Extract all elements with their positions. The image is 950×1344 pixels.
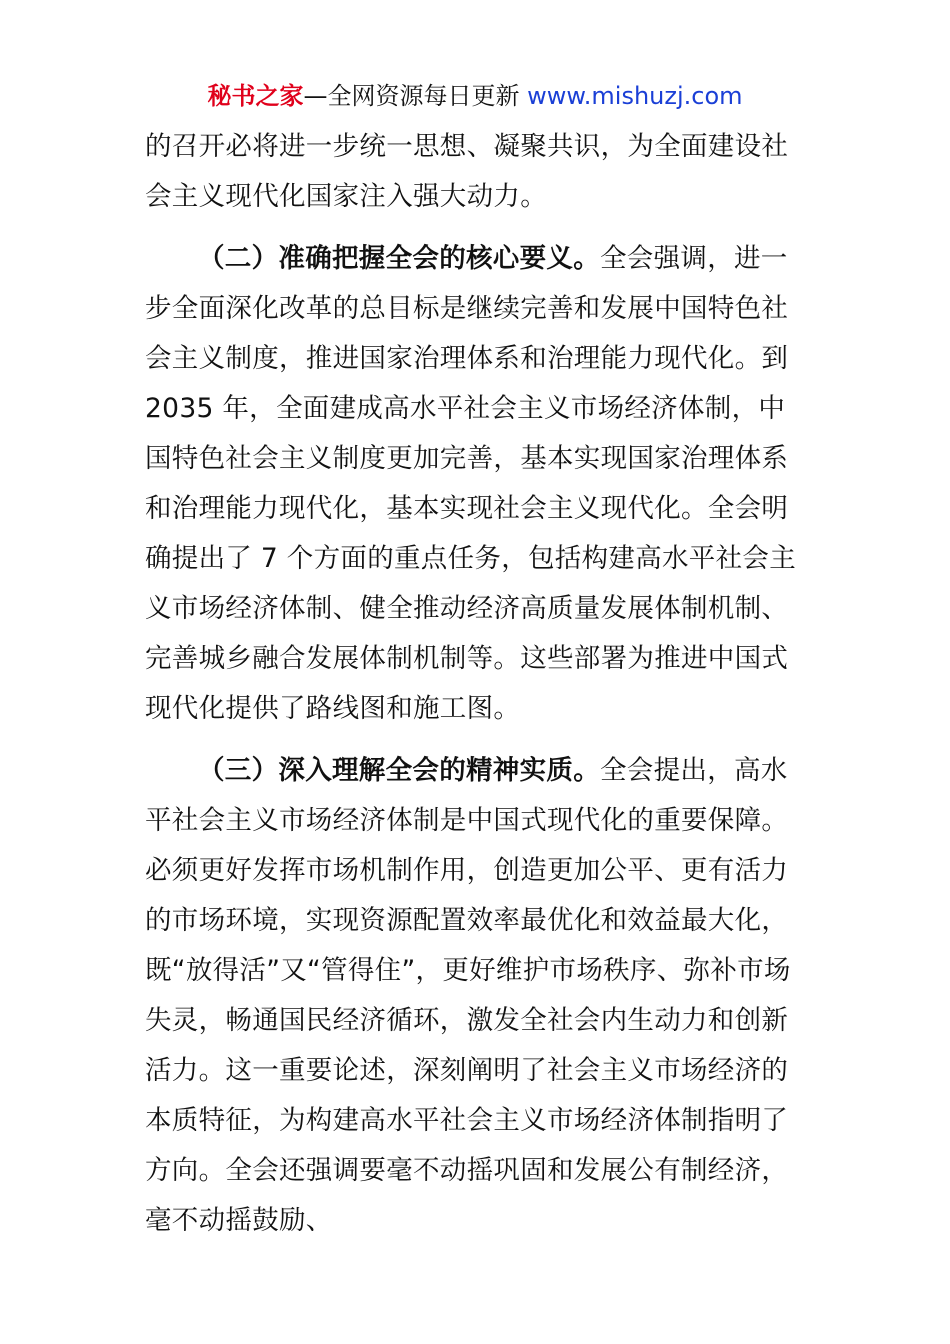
site-tagline: —全网资源每日更新: [303, 82, 528, 110]
site-brand: 秘书之家: [207, 82, 304, 110]
paragraph-text: 的召开必将进一步统一思想、凝聚共识，为全面建设社会主义现代化国家注入强大动力。: [145, 131, 789, 212]
paragraph-continuation: [145, 122, 810, 222]
paragraph-text: 全会强调，进一步全面深化改革的总目标是继续完善和发展中国特色社会主义制度，推进国家治理体系和治理能力现代化。到 2035 年，全面建成高水平社会主义市场经济体制，中国特色社会主义制度更加完善，基本实现国家治理体系和治理能力现代化，基本实现社会主义现代化。全会明确提出了 7 个方面的重点任务，包括构建高水平社会主义市场经济体制、健全推动经济高质量发展体制机制、完善城乡融合发展体制机制等。这些部署为推进中国式现代化提供了路线图和施工图。: [145, 243, 797, 724]
section-heading: （三）深入理解全会的精神实质。: [198, 755, 600, 786]
paragraph-section-3: [145, 746, 810, 1246]
site-header: [0, 80, 950, 112]
document-body: [145, 122, 810, 1246]
site-url-link[interactable]: www.mishuzj.com: [527, 82, 743, 110]
paragraph-section-2: [145, 234, 810, 734]
section-heading: （二）准确把握全会的核心要义。: [198, 243, 600, 274]
paragraph-text: 全会提出，高水平社会主义市场经济体制是中国式现代化的重要保障。必须更好发挥市场机制作用，创造更加公平、更有活力的市场环境，实现资源配置效率最优化和效益最大化，既“放得活”又“管得住”，更好维护市场秩序、弥补市场失灵，畅通国民经济循环，激发全社会内生动力和创新活力。这一重要论述，深刻阐明了社会主义市场经济的本质特征，为构建高水平社会主义市场经济体制指明了方向。全会还强调要毫不动摇巩固和发展公有制经济，毫不动摇鼓励、: [145, 755, 791, 1236]
